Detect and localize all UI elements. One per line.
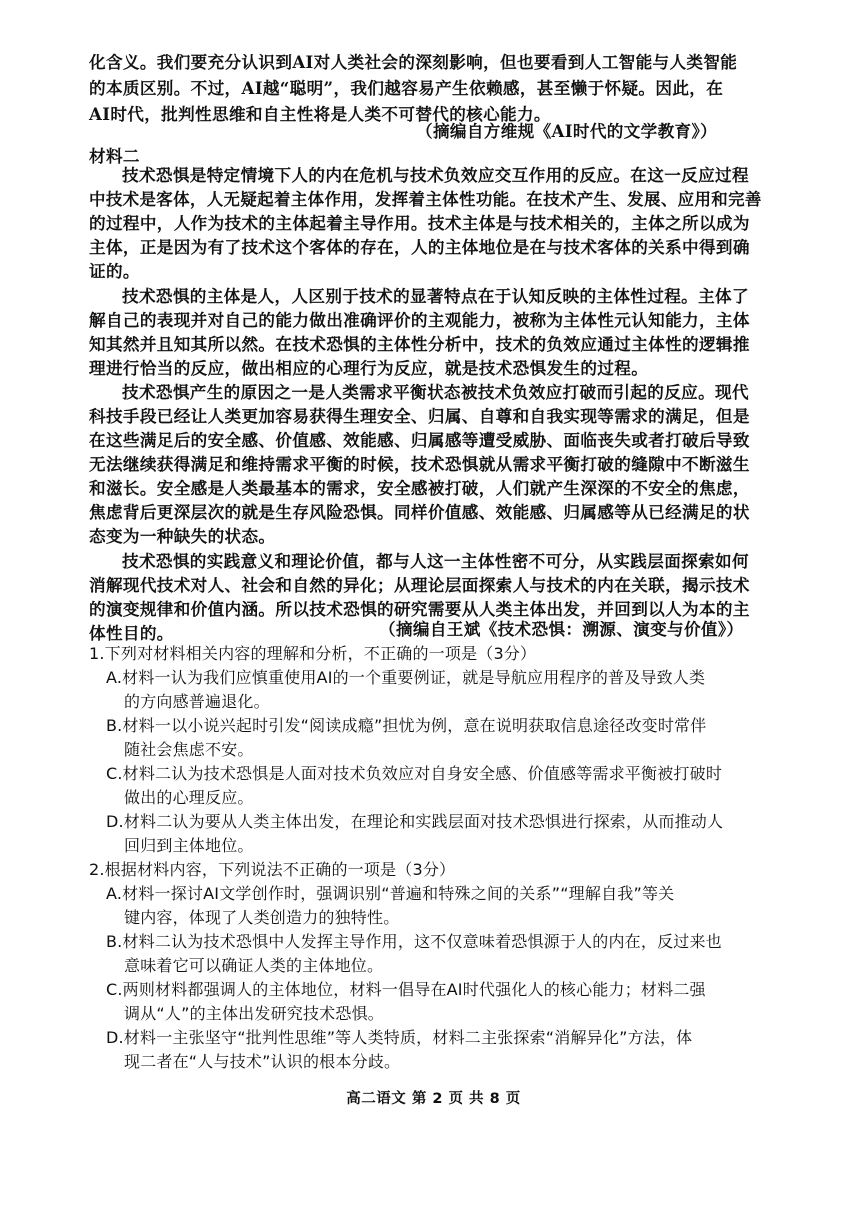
material2-line: 焦虑背后更深层次的就是生存风险恐惧。同样价值感、效能感、归属感等从已经满足的状: [89, 502, 750, 522]
question-2-option-c: 调从“人”的主体出发研究技术恐惧。: [124, 1004, 384, 1023]
material2-heading: 材料二: [89, 146, 140, 166]
material2-line: 在这些满足后的安全感、价值感、效能感、归属感等遭受威胁、面临丧失或者打破后导致: [89, 430, 750, 450]
source-citation-1: （摘编自方维规《AI时代的文学教育》）: [416, 121, 718, 141]
question-2-option-c: C.两则材料都强调人的主体地位，材料一倡导在AI时代强化人的核心能力；材料二强: [106, 980, 706, 999]
question-1-option-b: B.材料一以小说兴起时引发“阅读成瘾”担忧为例，意在说明获取信息途径改变时常伴: [106, 716, 707, 735]
material2-line: 知其然并且知其所以然。在技术恐惧的主体性分析中，技术的负效应通过主体性的逻辑推: [89, 334, 750, 354]
question-1-option-d: 回归到主体地位。: [124, 836, 254, 855]
question-2-stem: 2.根据材料内容，下列说法不正确的一项是（3分）: [89, 860, 456, 879]
material2-line: 的过程中，人作为技术的主体起着主导作用。技术主体是与技术相关的，主体之所以成为: [89, 213, 750, 233]
material2-line: 技术恐惧的实践意义和理论价值，都与人这一主体性密不可分，从实践层面探索如何: [122, 551, 749, 571]
material2-line: 态变为一种缺失的状态。: [89, 526, 276, 546]
question-1-option-a: A.材料一认为我们应慎重使用AI的一个重要例证，就是导航应用程序的普及导致人类: [106, 668, 706, 687]
question-1-option-c: C.材料二认为技术恐惧是人面对技术负效应对自身安全感、价值感等需求平衡被打破时: [106, 764, 723, 783]
material2-line: 中技术是客体，人无疑起着主体作用，发挥着主体性功能。在技术产生、发展、应用和完善: [89, 189, 762, 209]
question-2-option-d: 现二者在“人与技术”认识的根本分歧。: [124, 1052, 401, 1071]
material1-line: 的本质区别。不过，AI越“聪明”，我们越容易产生依赖感，甚至懒于怀疑。因此，在: [89, 78, 724, 98]
material2-line: 技术恐惧的主体是人，人区别于技术的显著特点在于认知反映的主体性过程。主体了: [122, 286, 749, 306]
question-2-option-a: A.材料一探讨AI文学创作时，强调识别“普遍和特殊之间的关系”“理解自我”等关: [106, 884, 675, 903]
material2-line: 解自己的表现并对自己的能力做出准确评价的主观能力，被称为主体性元认知能力，主体: [89, 310, 750, 330]
material2-line: 和滋长。安全感是人类最基本的需求，安全感被打破，人们就产生深深的不安全的焦虑，: [89, 478, 750, 498]
material2-line: 无法继续获得满足和维持需求平衡的时候，技术恐惧就从需求平衡打破的缝隙中不断滋生: [89, 454, 750, 474]
material2-line: 主体，正是因为有了技术这个客体的存在，人的主体地位是在与技术客体的关系中得到确: [89, 237, 750, 257]
question-1-option-c: 做出的心理反应。: [124, 788, 254, 807]
material2-line: 体性目的。: [89, 623, 174, 643]
question-2-option-b: B.材料二认为技术恐惧中人发挥主导作用，这不仅意味着恐惧源于人的内在，反过来也: [106, 932, 722, 951]
question-2-option-d: D.材料一主张坚守“批判性思维”等人类特质，材料二主张探索“消解异化”方法，体: [106, 1028, 693, 1047]
material2-line: 技术恐惧是特定情境下人的内在危机与技术负效应交互作用的反应。在这一反应过程: [122, 165, 749, 185]
material2-line: 的演变规律和价值内涵。所以技术恐惧的研究需要从人类主体出发，并回到以人为本的主: [89, 599, 750, 619]
source-citation-2: （摘编自王斌《技术恐惧：溯源、演变与价值》）: [379, 619, 744, 639]
material2-line: 证的。: [89, 261, 140, 281]
material1-line: AI时代，批判性思维和自主性将是人类不可替代的核心能力。: [89, 104, 551, 124]
question-2-option-b: 意味着它可以确证人类的主体地位。: [124, 956, 384, 975]
question-1-option-b: 随社会焦虑不安。: [124, 740, 254, 759]
material2-line: 科技手段已经让人类更加容易获得生理安全、归属、自尊和自我实现等需求的满足，但是: [89, 406, 750, 426]
question-2-option-a: 键内容，体现了人类创造力的独特性。: [124, 908, 400, 927]
material1-line: 化含义。我们要充分认识到AI对人类社会的深刻影响，但也要看到人工智能与人类智能: [89, 52, 738, 72]
question-1-option-a: 的方向感普遍退化。: [124, 692, 270, 711]
question-1-stem: 1.下列对材料相关内容的理解和分析，不正确的一项是（3分）: [89, 644, 537, 663]
material2-line: 技术恐惧产生的原因之一是人类需求平衡状态被技术负效应打破而引起的反应。现代: [122, 382, 749, 402]
material2-line: 理进行恰当的反应，做出相应的心理行为反应，就是技术恐惧发生的过程。: [89, 358, 649, 378]
page-footer: 高二语文 第 2 页 共 8 页: [346, 1091, 521, 1107]
material2-line: 消解现代技术对人、社会和自然的异化；从理论层面探索人与技术的内在关联，揭示技术: [89, 575, 750, 595]
question-1-option-d: D.材料二认为要从人类主体出发，在理论和实践层面对技术恐惧进行探索，从而推动人: [106, 812, 724, 831]
